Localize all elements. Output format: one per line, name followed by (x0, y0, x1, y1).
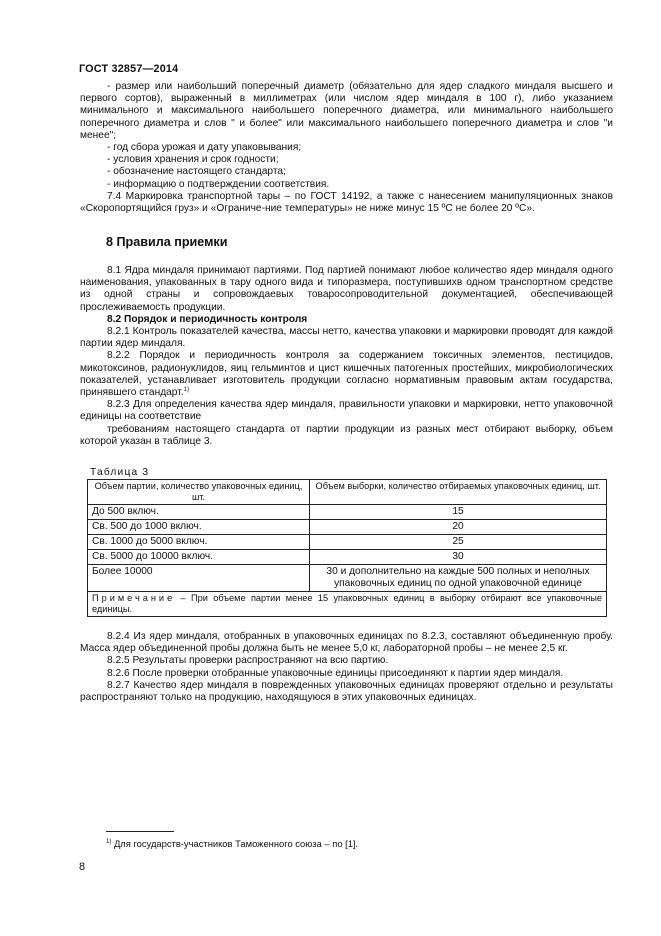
table-row (88, 520, 607, 535)
list-item-designation: - обозначение настоящего стандарта; (107, 166, 286, 178)
section-8-title: 8 Правила приемки (106, 235, 228, 249)
table-header-row (88, 480, 607, 505)
header-lot-size: Объем партии, количество упаковочных единиц, шт. (88, 480, 310, 505)
note-label: Примечание (92, 593, 176, 603)
table-row (88, 535, 607, 550)
footnote-ref: 1) (183, 387, 189, 394)
paragraph-8-2-1: 8.2.1 Контроль показателей качества, массы нетто, качества упаковки и маркировки проводят для каждой партии ядер миндаля. (80, 326, 613, 350)
footnote-divider (106, 831, 174, 832)
sample-size-cell: 20 (310, 520, 607, 535)
paragraph-8-2-5: 8.2.5 Результаты проверки распространяют на всю партию. (107, 655, 389, 667)
table-row (88, 565, 607, 592)
paragraph-8-2-3: 8.2.3 Для определения качества ядер миндаля, правильности упаковки и маркировки, нетто упаковочной единицы на соответствие (80, 399, 613, 423)
list-item-year: - год сбора урожая и дату упаковывания; (107, 142, 302, 154)
paragraph-8-1: 8.1 Ядра миндаля принимают партиями. Под партией понимают любое количество ядер миндаля одного наименования, упакованных в тару одного вида и типоразмера, поступившихв одном транспортном средстве из одной страны и сопровождаевых товаросопроводительной документацией, обеспечивающей прослеживаемость продукции. (80, 265, 613, 313)
list-item-storage: - условия хранения и срок годности; (107, 154, 279, 166)
sample-size-cell: 15 (310, 505, 607, 520)
page-number: 8 (79, 861, 86, 873)
section-8-body (80, 265, 613, 448)
table-note (88, 592, 607, 617)
standard-header: ГОСТ 32857—2014 (79, 63, 179, 75)
marking-list (80, 81, 613, 215)
table-note-row (88, 592, 607, 617)
paragraph-8-2-7: 8.2.7 Качество ядер миндаля в поврежденных упаковочных единицах проверяют отдельно и результаты распространяют только на продукцию, находящуюся в этих упаковочных единицах. (80, 679, 613, 704)
paragraph-8-2-6: 8.2.6 После проверки отобранные упаковочные единицы присоединяют к партии ядер миндаля. (107, 667, 564, 679)
note-text: – При объеме партии менее 15 упаковочных единиц в выборку отбирают все упаковочные единицы. (92, 593, 602, 614)
paragraph-8-2-2-text: 8.2.2 Порядок и периодичность контроля за содержанием токсичных элементов, пестицидов, микотоксинов, радионуклидов, яиц гельминтов и цист кишечных патогенных простейших, микробиологических показателей, устанавливает изготовитель продукции согласно нормативным правовым актам государства, принявшего стандарт. (80, 350, 613, 399)
subsection-8-2-title: 8.2 Порядок и периодичность контроля (107, 313, 308, 325)
list-item-size: - размер или наибольший поперечный диаметр (обязательно для ядер сладкого миндаля высшего и первого сортов), выраженный в миллиметрах (или числом ядер миндаля в 100 г), либо указанием минимального и максимального наибольшего поперечного диаметра, или минимального наибольшего поперечного диаметра и слов " и более" или максимального наибольшего поперечного диаметра и слов "и менее"; (80, 81, 613, 141)
paragraph-8-2-4: 8.2.4 Из ядер миндаля, отобранных в упаковочных единицах по 8.2.3, составляют объединенную пробу. Масса ядер объединенной пробы должна быть не менее 5,0 кг, лабораторной пробы – не менее 2,5 кг. (80, 631, 613, 655)
footnote-mark: 1) (106, 839, 112, 845)
lot-size-cell: До 500 включ. (88, 505, 310, 520)
paragraph-8-2-2 (80, 350, 613, 399)
footnote (106, 838, 358, 850)
lot-size-cell: Св. 5000 до 10000 включ. (88, 550, 310, 565)
lot-size-cell: Более 10000 (88, 565, 310, 592)
sample-size-cell: 30 (310, 550, 607, 565)
sample-size-cell: 30 и дополнительно на каждые 500 полных и неполных упаковочных единиц по одной упаковочной единице (310, 565, 607, 592)
post-table-body (80, 631, 613, 704)
table-row (88, 550, 607, 565)
lot-size-cell: Св. 500 до 1000 включ. (88, 520, 310, 535)
table-3-caption: Таблица 3 (90, 467, 150, 478)
header-sample-size: Объем выборки, количество отбираемых упаковочных единиц, шт. (310, 480, 607, 505)
lot-size-cell: Св. 1000 до 5000 включ. (88, 535, 310, 550)
table-row (88, 505, 607, 520)
footnote-text: Для государств-участников Таможенного союза – по [1]. (111, 838, 359, 849)
table-3 (87, 479, 607, 617)
sample-size-cell: 25 (310, 535, 607, 550)
paragraph-8-2-3-continued: требованиям настоящего стандарта от партии продукции из разных мест отбирают выборку, объем которой указан в таблице 3. (80, 423, 613, 447)
clause-7-4: 7.4 Маркировка транспортной тары – по ГОСТ 14192, а также с нанесением манипуляционных знаков «Скоропортящийся груз» и «Ограниче-ние температуры» не ниже минус 15 ºС не более 20 ºС». (80, 190, 613, 215)
list-item-conformity: - информацию о подтверждении соответствия. (107, 178, 330, 190)
